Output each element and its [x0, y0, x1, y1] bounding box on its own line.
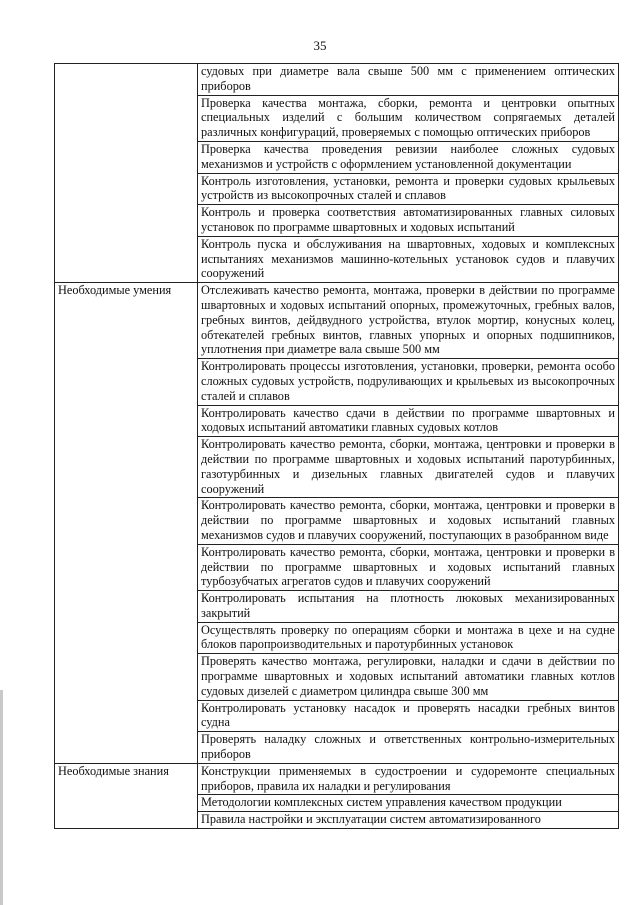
table-cell: Контролировать процессы изготовления, установки, проверки, ремонта особо сложных судовых устройств, подруливающих и крыльевых из высокопрочных сталей и сплавов: [198, 359, 619, 405]
table-row: [55, 283, 619, 359]
section-label-skills: Необходимые умения: [55, 283, 198, 764]
table-cell: Контроль изготовления, установки, ремонта и проверки судовых крыльевых устройств из высокопрочных сталей и сплавов: [198, 173, 619, 205]
table-cell: Контролировать качество ремонта, сборки, монтажа, центровки и проверки в действии по программе швартовных и ходовых испытаний главных турбозубчатых агрегатов судов и плавучих сооружений: [198, 544, 619, 590]
table-cell: Методологии комплексных систем управления качеством продукции: [198, 795, 619, 812]
table-cell: Правила настройки и эксплуатации систем автоматизированного: [198, 812, 619, 829]
table-cell: Контролировать установку насадок и проверять насадки гребных винтов судна: [198, 700, 619, 732]
section-label-knowledge: Необходимые знания: [55, 763, 198, 828]
table-row: [55, 763, 619, 795]
qualification-table: [54, 63, 619, 829]
table-cell: Проверять наладку сложных и ответственных контрольно-измерительных приборов: [198, 732, 619, 764]
table-cell: Проверять качество монтажа, регулировки, наладки и сдачи в действии по программе швартовных и ходовых испытаний автоматики главных котлов судовых дизелей с диаметром цилиндра свыше 300 мм: [198, 654, 619, 700]
table-cell: Контролировать качество ремонта, сборки, монтажа, центровки и проверки в действии по программе швартовных и ходовых испытаний паротурбинных, газотурбинных и дизельных главных двигателей судов и плавучих сооружений: [198, 437, 619, 498]
table-cell: Конструкции применяемых в судостроении и судоремонте специальных приборов, правила их наладки и регулирования: [198, 763, 619, 795]
table-row: [55, 64, 619, 96]
table-cell: судовых при диаметре вала свыше 500 мм с применением оптических приборов: [198, 64, 619, 96]
table-cell: Осуществлять проверку по операциям сборки и монтажа в цехе и на судне блоков паропроизводительных и паротурбинных установок: [198, 622, 619, 654]
table-cell: Контролировать качество ремонта, сборки, монтажа, центровки и проверки в действии по программе швартовных и ходовых испытаний главных механизмов судов и плавучих сооружений, поступающих в разобранном виде: [198, 498, 619, 544]
table-body: [55, 64, 619, 829]
section-label: [55, 64, 198, 283]
table-cell: Контроль и проверка соответствия автоматизированных главных силовых установок по программе швартовных и ходовых испытаний: [198, 205, 619, 237]
table-cell: Отслеживать качество ремонта, монтажа, проверки в действии по программе швартовных и ходовых испытаний опорных, промежуточных, гребных валов, гребных винтов, дейдвудного устройства, втулок мортир, конусных колец, обтекателей гребных винтов, главных упорных и опорных подшипников, уплотнения при диаметре вала свыше 500 мм: [198, 283, 619, 359]
table-cell: Проверка качества проведения ревизии наиболее сложных судовых механизмов и устройств с оформлением установленной документации: [198, 141, 619, 173]
page-number: 35: [313, 38, 327, 53]
table-cell: Контролировать качество сдачи в действии по программе швартовных и ходовых испытаний автоматики главных судовых котлов: [198, 405, 619, 437]
table-cell: Контроль пуска и обслуживания на швартовных, ходовых и комплексных испытаниях механизмов машинно-котельных установок судов и плавучих сооружений: [198, 236, 619, 282]
table-cell: Контролировать испытания на плотность люковых механизированных закрытий: [198, 591, 619, 623]
scan-edge-shadow: [0, 690, 3, 905]
table-cell: Проверка качества монтажа, сборки, ремонта и центровки опытных специальных изделий с большим количеством сопрягаемых деталей различных конфигураций, проверяемых с помощью оптических приборов: [198, 95, 619, 141]
